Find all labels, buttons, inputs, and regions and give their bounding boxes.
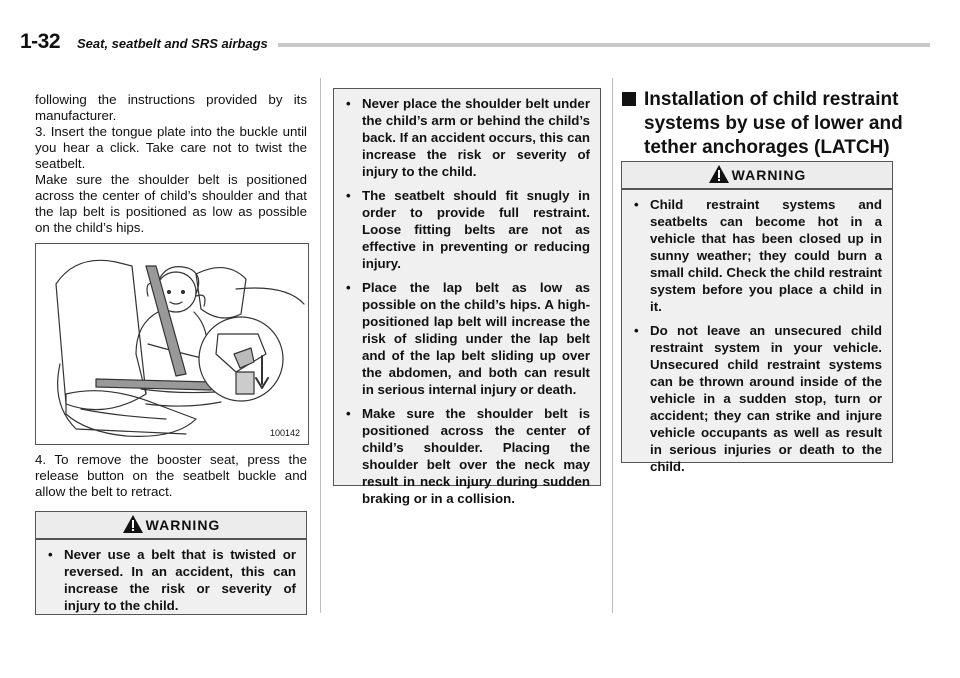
intro-text	[35, 92, 307, 236]
column-divider-right	[612, 78, 613, 613]
page-number: 1-32	[20, 30, 61, 53]
warning-label: WARNING	[145, 517, 221, 533]
intro-paragraph: 3. Insert the tongue plate into the buckle until you hear a click. Take care not to twist the seatbelt.	[35, 124, 307, 171]
header-rule	[278, 43, 930, 47]
warning-header-right	[621, 161, 893, 189]
caution-item: • Make sure the shoulder belt is positioned across the center of child’s shoulder. Placing the shoulder belt over the neck may result in neck injury during sudden braking or in a collision.	[346, 406, 590, 506]
heading-square-icon	[622, 92, 636, 106]
intro-paragraph: Make sure the shoulder belt is positioned across the center of child’s shoulder and that the lap belt is positioned as low as possible on the child’s hips.	[35, 172, 307, 235]
caution-item: • Place the lap belt as low as possible on the child’s hips. A high-positioned lap belt will increase the risk of sliding under the lap belt and of the lap belt sliding up over the abdomen, and both can result in serious internal injury or death.	[346, 280, 590, 397]
column-divider-left	[320, 78, 321, 613]
intro-paragraph: following the instructions provided by its manufacturer.	[35, 92, 307, 123]
step-4-paragraph: 4. To remove the booster seat, press the release button on the seatbelt buckle and allow the belt to retract.	[35, 452, 307, 499]
warning-triangle-icon	[708, 164, 730, 184]
caution-item: • The seatbelt should fit snugly in order to provide full restraint. Loose fitting belts are not as effective in preventing or reducing injury.	[346, 188, 590, 271]
page-header	[20, 30, 930, 60]
section-title: Seat, seatbelt and SRS airbags	[77, 36, 268, 51]
warning-header-left	[35, 511, 307, 539]
warning-item: • Never use a belt that is twisted or reversed. In an accident, this can increase the risk or severity of injury to the child.	[48, 547, 296, 613]
caution-item: • Never place the shoulder belt under the child’s arm or behind the child’s back. If an accident occurs, this can increase the risk or severity of injury to the child.	[346, 96, 590, 179]
latch-heading: Installation of child restraint systems by use of lower and tether anchorages (LATCH)	[622, 88, 922, 160]
caution-box-middle	[333, 88, 601, 506]
warning-box-right	[621, 189, 893, 474]
warning-box-left	[35, 539, 307, 615]
booster-seat-illustration	[35, 243, 309, 445]
warning-label: WARNING	[731, 167, 807, 183]
warning-item: • Do not leave an unsecured child restraint system in your vehicle. Unsecured child restraint systems can be thrown around inside of the vehicle in a sudden stop, turn or accident; they can strike and injure vehicle occupants as well as result in serious injuries or death to the child.	[634, 323, 882, 474]
step-4-text	[35, 452, 307, 500]
child-seatbelt-drawing	[36, 244, 308, 444]
warning-item: • Child restraint systems and seatbelts can become hot in a vehicle that has been closed up in sunny weather; they could burn a small child. Check the child restraint system before you place a child in it.	[634, 197, 882, 314]
warning-triangle-icon	[122, 514, 144, 534]
figure-id: 100142	[269, 428, 300, 438]
